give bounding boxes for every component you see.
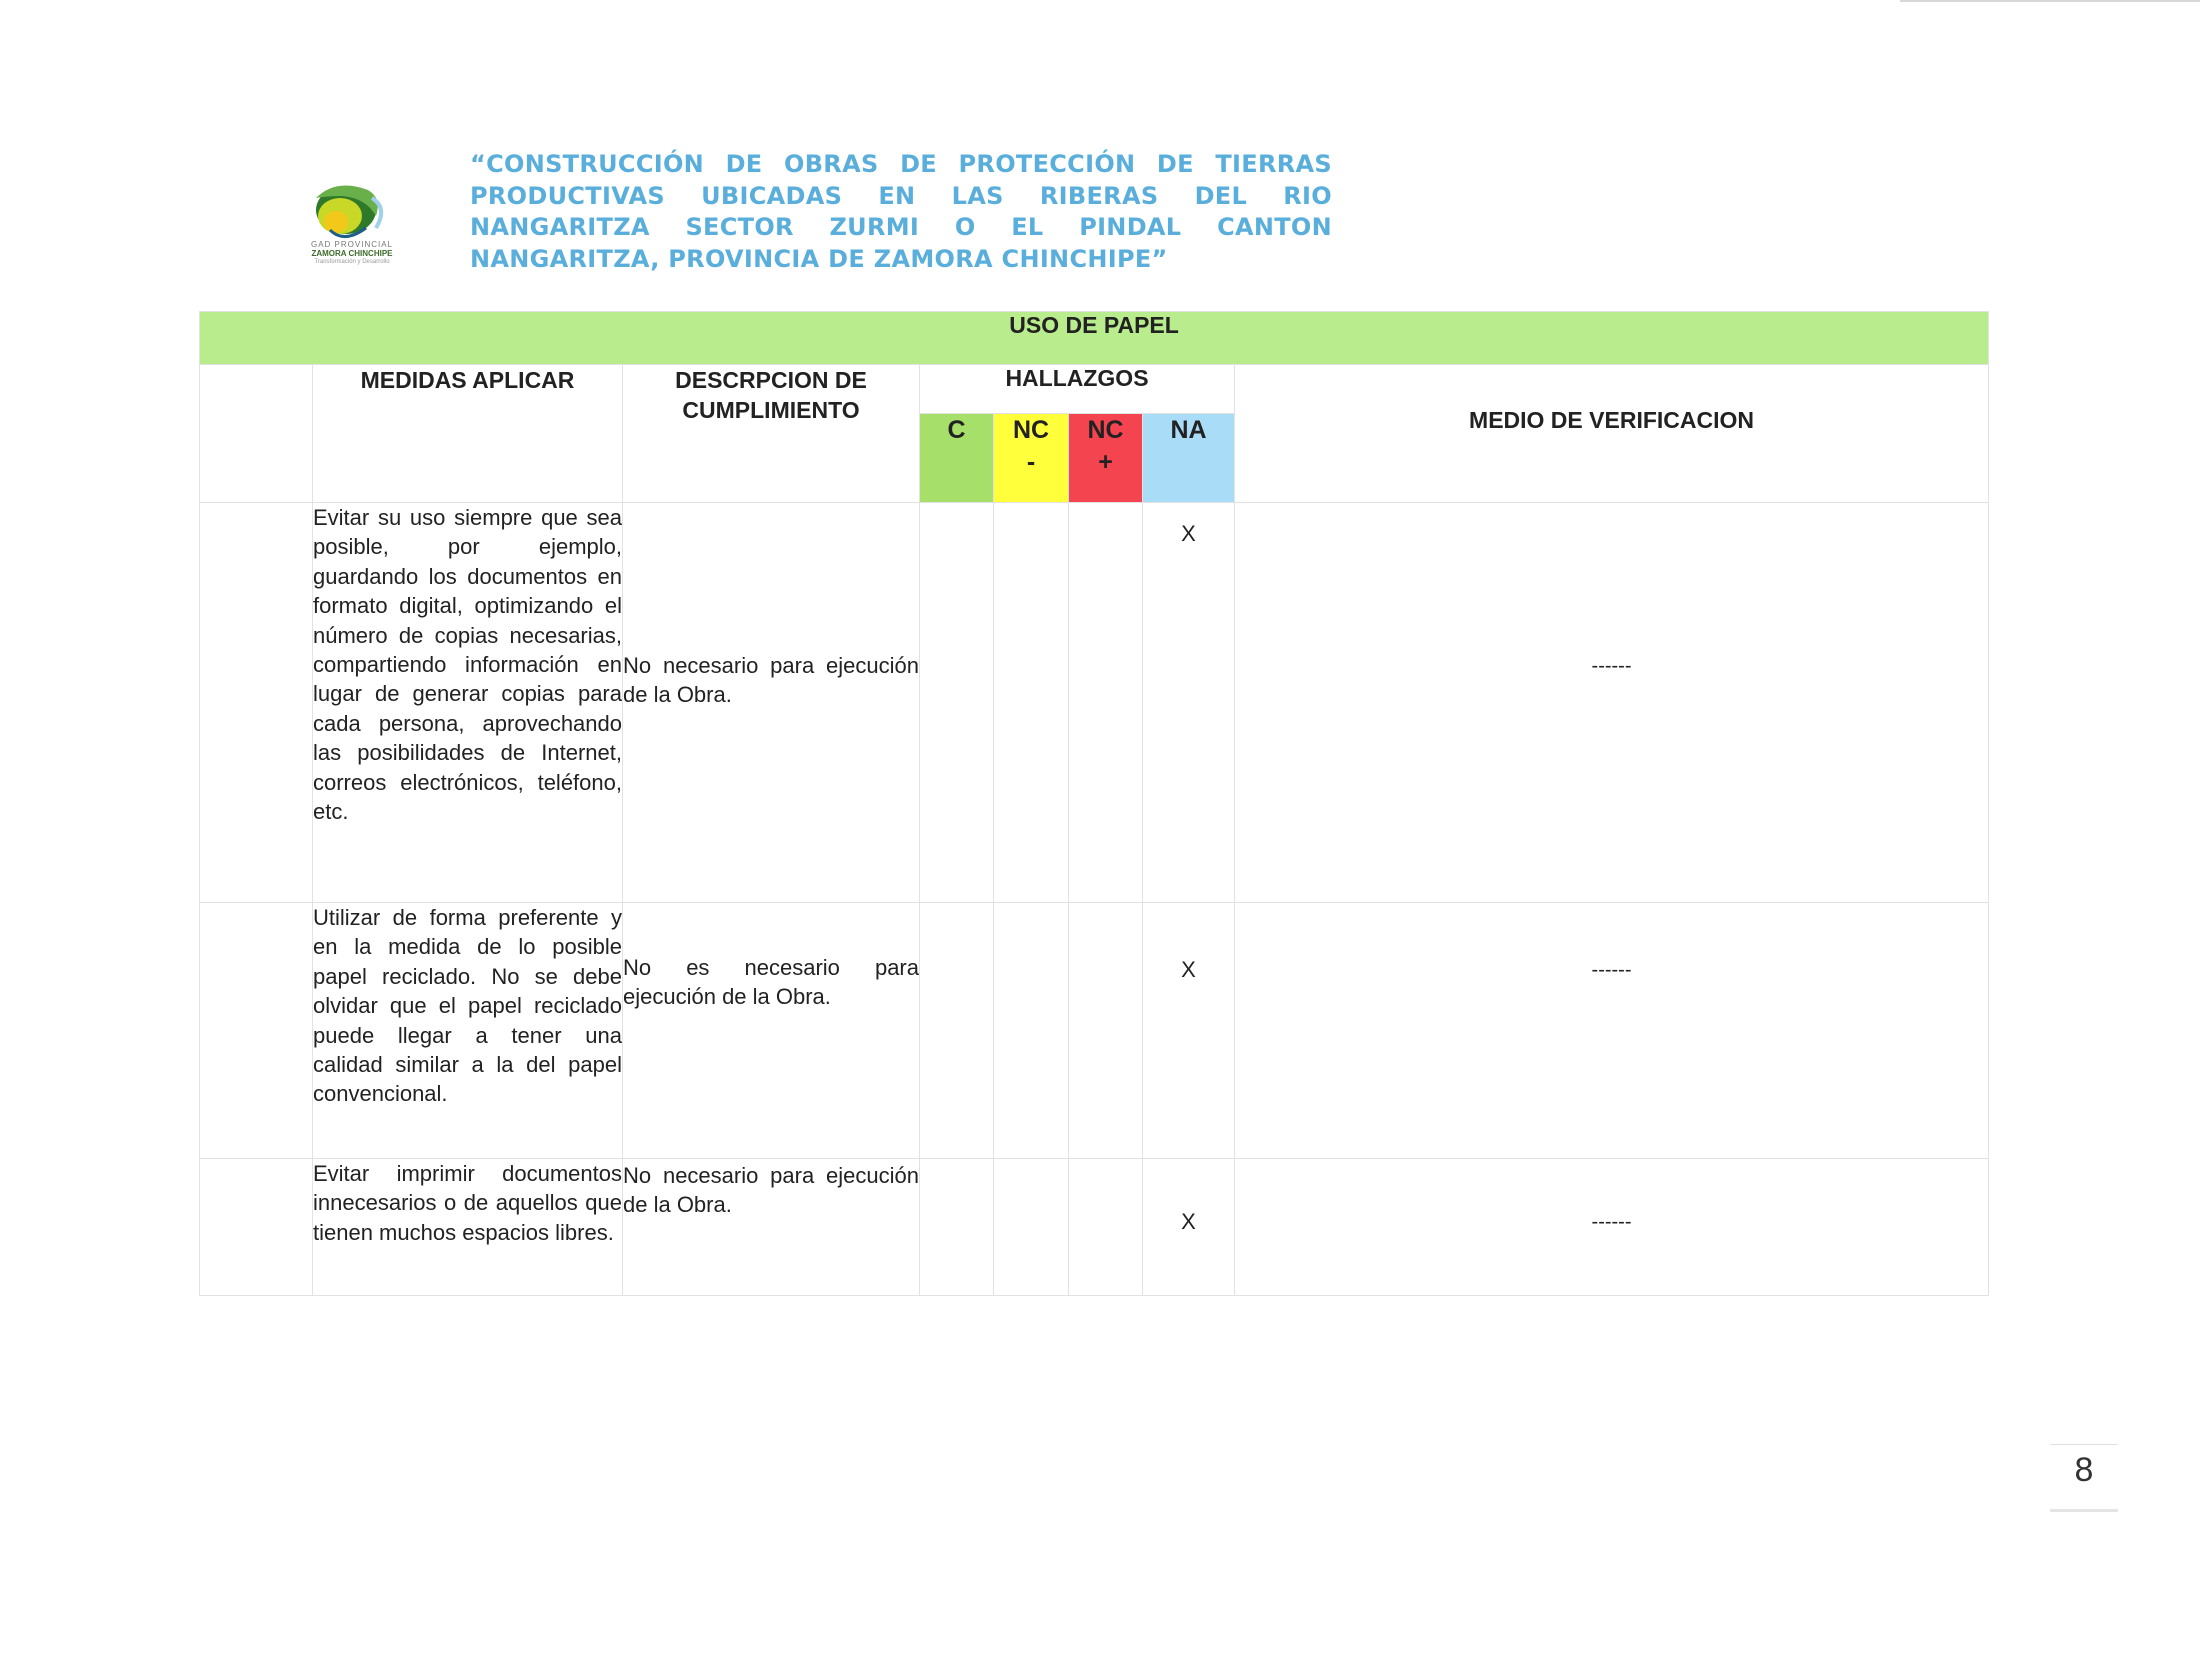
row-nc-minus	[994, 503, 1069, 903]
row-verificacion: ------	[1235, 1159, 1989, 1296]
row-verificacion: ------	[1235, 503, 1989, 903]
row-na: X	[1143, 903, 1235, 1159]
row-c	[920, 903, 994, 1159]
table-row	[200, 503, 1989, 903]
header-na	[1143, 414, 1235, 503]
page-number: 8	[2074, 1451, 2094, 1489]
row-descripcion: No es necesario para ejecución de la Obra.	[623, 903, 920, 1159]
header-descripcion: DESCRPCION DE CUMPLIMIENTO	[623, 365, 920, 503]
row-nc-minus	[994, 903, 1069, 1159]
header-nc-plus-line1: NC	[1087, 416, 1124, 444]
header-nc-minus	[994, 414, 1069, 503]
row-nc-plus	[1069, 903, 1143, 1159]
header-c	[920, 414, 994, 503]
row-nc-plus	[1069, 1159, 1143, 1296]
uso-de-papel-table	[199, 311, 1989, 1296]
header-hallazgos: HALLAZGOS	[920, 365, 1235, 414]
row-blank-cell	[200, 503, 313, 903]
logo-caption-line2: ZAMORA CHINCHIPE	[311, 249, 393, 258]
row-c	[920, 503, 994, 903]
header-nc-minus-line2: -	[1026, 448, 1036, 476]
row-na: X	[1143, 1159, 1235, 1296]
header-nc-minus-line1: NC	[1012, 416, 1050, 444]
row-blank-cell	[200, 1159, 313, 1296]
header-c-label: C	[947, 416, 966, 444]
blank-column-header	[200, 365, 313, 503]
row-verificacion: ------	[1235, 903, 1989, 1159]
header-na-label: NA	[1170, 416, 1207, 444]
logo-caption-line3: Transformación y Desarrollo	[314, 259, 390, 265]
row-medida: Evitar imprimir documentos innecesarios o de aquellos que tienen muchos espacios libres.	[313, 1159, 623, 1296]
header-verificacion: MEDIO DE VERIFICACION	[1235, 365, 1989, 503]
document-title: “CONSTRUCCIÓN DE OBRAS DE PROTECCIÓN DE TIERRAS PRODUCTIVAS UBICADAS EN LAS RIBERAS DEL RIO NANGARITZA SECTOR ZURMI O EL PINDAL CANTON NANGARITZA, PROVINCIA DE ZAMORA CHINCHIPE”	[470, 150, 1332, 273]
row-descripcion: No necesario para ejecución de la Obra.	[623, 1159, 920, 1296]
row-blank-cell	[200, 903, 313, 1159]
row-descripcion: No necesario para ejecución de la Obra.	[623, 503, 920, 903]
row-c	[920, 1159, 994, 1296]
row-medida: Evitar su uso siempre que sea posible, por ejemplo, guardando los documentos en formato digital, optimizando el número de copias necesarias, compartiendo información en lugar de generar copias para cada persona, aprovechando las posibilidades de Internet, correos electrónicos, teléfono, etc.	[313, 503, 623, 903]
top-rule	[1900, 0, 2200, 2]
header-medidas: MEDIDAS APLICAR	[313, 365, 623, 503]
row-medida: Utilizar de forma preferente y en la medida de lo posible papel reciclado. No se debe olvidar que el papel reciclado puede llegar a tener una calidad similar a la del papel convencional.	[313, 903, 623, 1159]
header-nc-plus-line2: +	[1098, 448, 1113, 476]
header-nc-plus	[1069, 414, 1143, 503]
table-row	[200, 903, 1989, 1159]
row-na: X	[1143, 503, 1235, 903]
row-nc-plus	[1069, 503, 1143, 903]
section-title: USO DE PAPEL	[200, 312, 1989, 365]
logo-caption-line1: GAD PROVINCIAL	[310, 240, 393, 249]
table-row	[200, 1159, 1989, 1296]
row-nc-minus	[994, 1159, 1069, 1296]
logo-caption	[292, 240, 412, 267]
